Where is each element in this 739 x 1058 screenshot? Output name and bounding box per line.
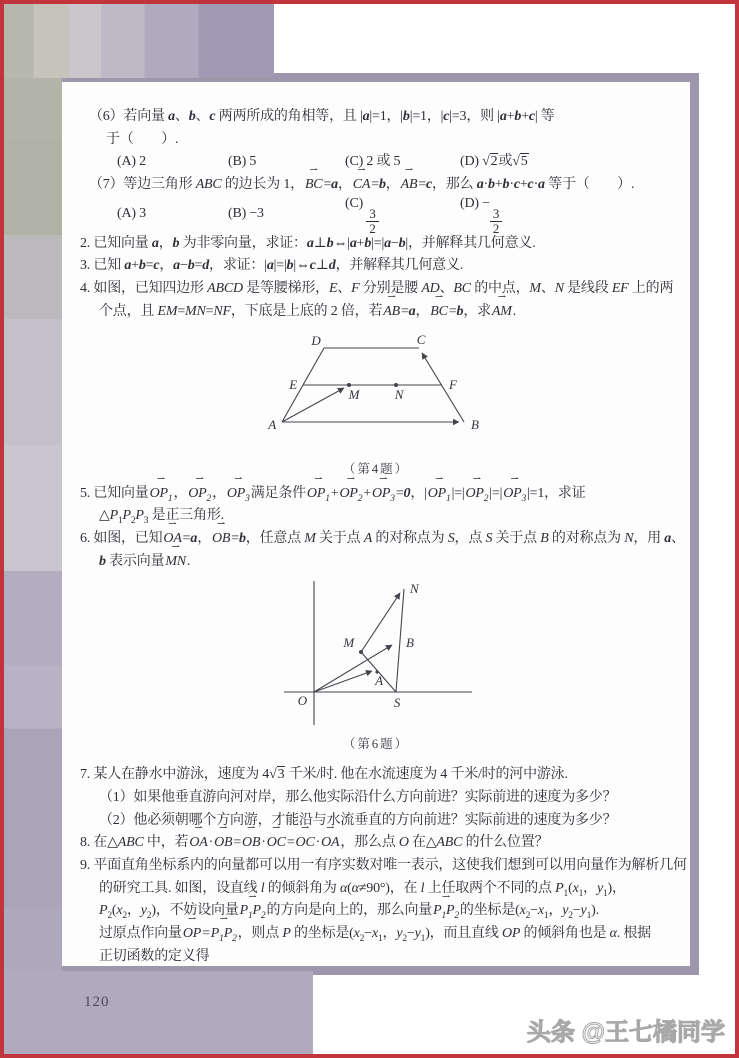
photo-background-left-column	[4, 4, 62, 1054]
problem-3: 3. 已知 a+b=c，a−b=d，求证：|a|=|b|⇔c⊥d，并解释其几何意义.	[80, 258, 464, 274]
problem-7-options-option-D: (D) − $\frac{3}{2}$	[460, 193, 502, 237]
page-number: 120	[84, 994, 110, 1010]
figure-6-caption: （第6题）	[342, 737, 410, 752]
fig4-label-A: A	[268, 416, 276, 432]
problem-8: 8. 在△ABC 中，若OA ⇀·OB ⇀=OB ⇀·OC ⇀=OC ⇀·OA ⇀，那么点 O 在△ABC 的什么位置？	[62, 832, 690, 855]
problem-7b-sub-1: （1）如果他垂直游向河对岸，那么他实际沿什么方向前进？实际前进的速度为多少？	[99, 789, 617, 805]
fig4-label-B: B	[471, 416, 479, 432]
problem-6b-line-2: b 表示向量MN ⇀.	[62, 551, 690, 574]
problem-6-options-option-D: (D) √2或√5	[460, 154, 528, 170]
photo-background-bottom-block	[4, 971, 313, 1054]
problem-6-options-option-B: (B) 5	[228, 154, 257, 170]
problem-6-options-option-A: (A) 2	[117, 154, 146, 170]
fig6-point-M	[359, 650, 363, 654]
fig6-label-B: B	[406, 635, 414, 651]
problem-6-options-option-C: (C) 2 或 5	[345, 154, 401, 170]
problem-2: 2. 已知向量 a，b 为非零向量，求证：a⊥b⇔|a+b|=|a−b|，并解释其几何意义.	[80, 235, 536, 251]
problem-7-options-option-B: (B) −3	[228, 206, 264, 222]
fig4-label-D: D	[311, 333, 321, 348]
problem-7-line-1: （7）等边三角形 ABC 的边长为 1，BC ⇀=a，CA ⇀=b，AB ⇀=c，那么 a·b+b·c+c·a 等于（ ）.	[62, 174, 690, 197]
problem-4-line-2: 个点，且 EM=MN=NF，下底是上底的 2 倍，若AB ⇀=a，BC ⇀=b，求AM ⇀.	[62, 301, 690, 324]
problem-6b-line-1: 6. 如图，已知OA ⇀=a，OB ⇀=b，任意点 M 关于点 A 的对称点为 S，点 S 关于点 B 的对称点为 N，用 a、	[62, 528, 690, 551]
figure-4	[62, 334, 690, 479]
textbook-page	[53, 73, 699, 975]
problem-6-line-2: 于（ ）.	[106, 131, 179, 147]
problem-9-line-5: 正切函数的定义得	[99, 948, 210, 964]
problem-6-options	[62, 151, 690, 174]
problem-7-options	[62, 195, 690, 237]
figure-6	[62, 577, 690, 754]
problem-9-line-2: 的研究工具. 如图，设直线 l 的倾斜角为 α(α≠90°)，在 l 上任取两个不同的点 $P_1(x_1$，$y_1$)，	[99, 880, 626, 899]
fig4-label-E: E	[289, 376, 297, 392]
problem-5-line-2: $\triangle P_1P_2P_3$ 是正三角形.	[99, 508, 224, 526]
fig6-label-S: S	[393, 695, 401, 711]
problem-7-options-option-A: (A) 3	[117, 206, 146, 222]
fig6-label-A: A	[375, 673, 383, 689]
problem-7b-sub-2: （2）他必须朝哪个方向游，才能沿与水流垂直的方向前进？实际前进的速度为多少？	[99, 812, 617, 828]
problem-7-options-option-C: (C) $\frac{3}{2}$	[345, 193, 460, 237]
watermark: 头条 @王七橘同学	[526, 1019, 725, 1046]
fig4-label-N: N	[394, 386, 404, 402]
page-content	[62, 82, 690, 966]
problem-5-line-1: 5. 已知向量$OP_1$ ⇀，$OP_2$ ⇀，$OP_3$ ⇀满足条件$OP_1$ $⇀+OP_2$ $⇀+OP_3$ ⇀=0，$|OP_1$ $⇀|=|OP_2$ $⇀|=|OP_3$ ⇀|=1，求证	[62, 483, 690, 506]
figure-4-trapezoid-diagram	[266, 334, 486, 454]
problem-9-line-3: $P_2(x_2$，$y_2$)，不妨设向量$P_1P_2$ ⇀的方向是向上的，那么向量$P_1P_2$ ⇀的坐标是($x_2-x_1$，$y_2-y_1$).	[62, 900, 690, 923]
problem-6-line-1: （6）若向量 a、b、c 两两所成的角相等，且 |a|=1，|b|=1，|c|=3，则 |a+b+c| 等	[89, 109, 555, 124]
problem-9-line-1: 9. 平面直角坐标系内的向量都可以用一有序实数对唯一表示，这使我们想到可以用向量作为解析几何	[80, 858, 687, 873]
figure-4-caption: （第4题）	[342, 461, 410, 476]
fig4-label-M: M	[348, 386, 360, 402]
fig4-label-F: F	[449, 376, 457, 392]
fig6-label-N: N	[410, 581, 419, 597]
fig6-label-O: O	[297, 693, 307, 709]
photo-background-top-strip	[4, 4, 274, 78]
figure-6-reflection-diagram	[276, 577, 476, 729]
fig4-label-C: C	[416, 333, 426, 347]
problem-7b-line-1: 7. 某人在静水中游泳，速度为 4√3 千米/时. 他在水流速度为 4 千米/时的河中游泳.	[80, 767, 568, 783]
problem-9-line-4: 过原点作向量OP $⇀=P_1P_2$ ⇀，则点 P 的坐标是($x_2-x_1$，$y_2-y_1$)，而且直线 OP 的倾斜角也是 α. 根据	[62, 923, 690, 946]
problem-4-line-1: 4. 如图，已知四边形 ABCD 是等腰梯形，E、F 分别是腰 AD、BC 的中点，M、N 是线段 EF 上的两	[80, 281, 674, 297]
fig6-label-M: M	[343, 635, 354, 651]
